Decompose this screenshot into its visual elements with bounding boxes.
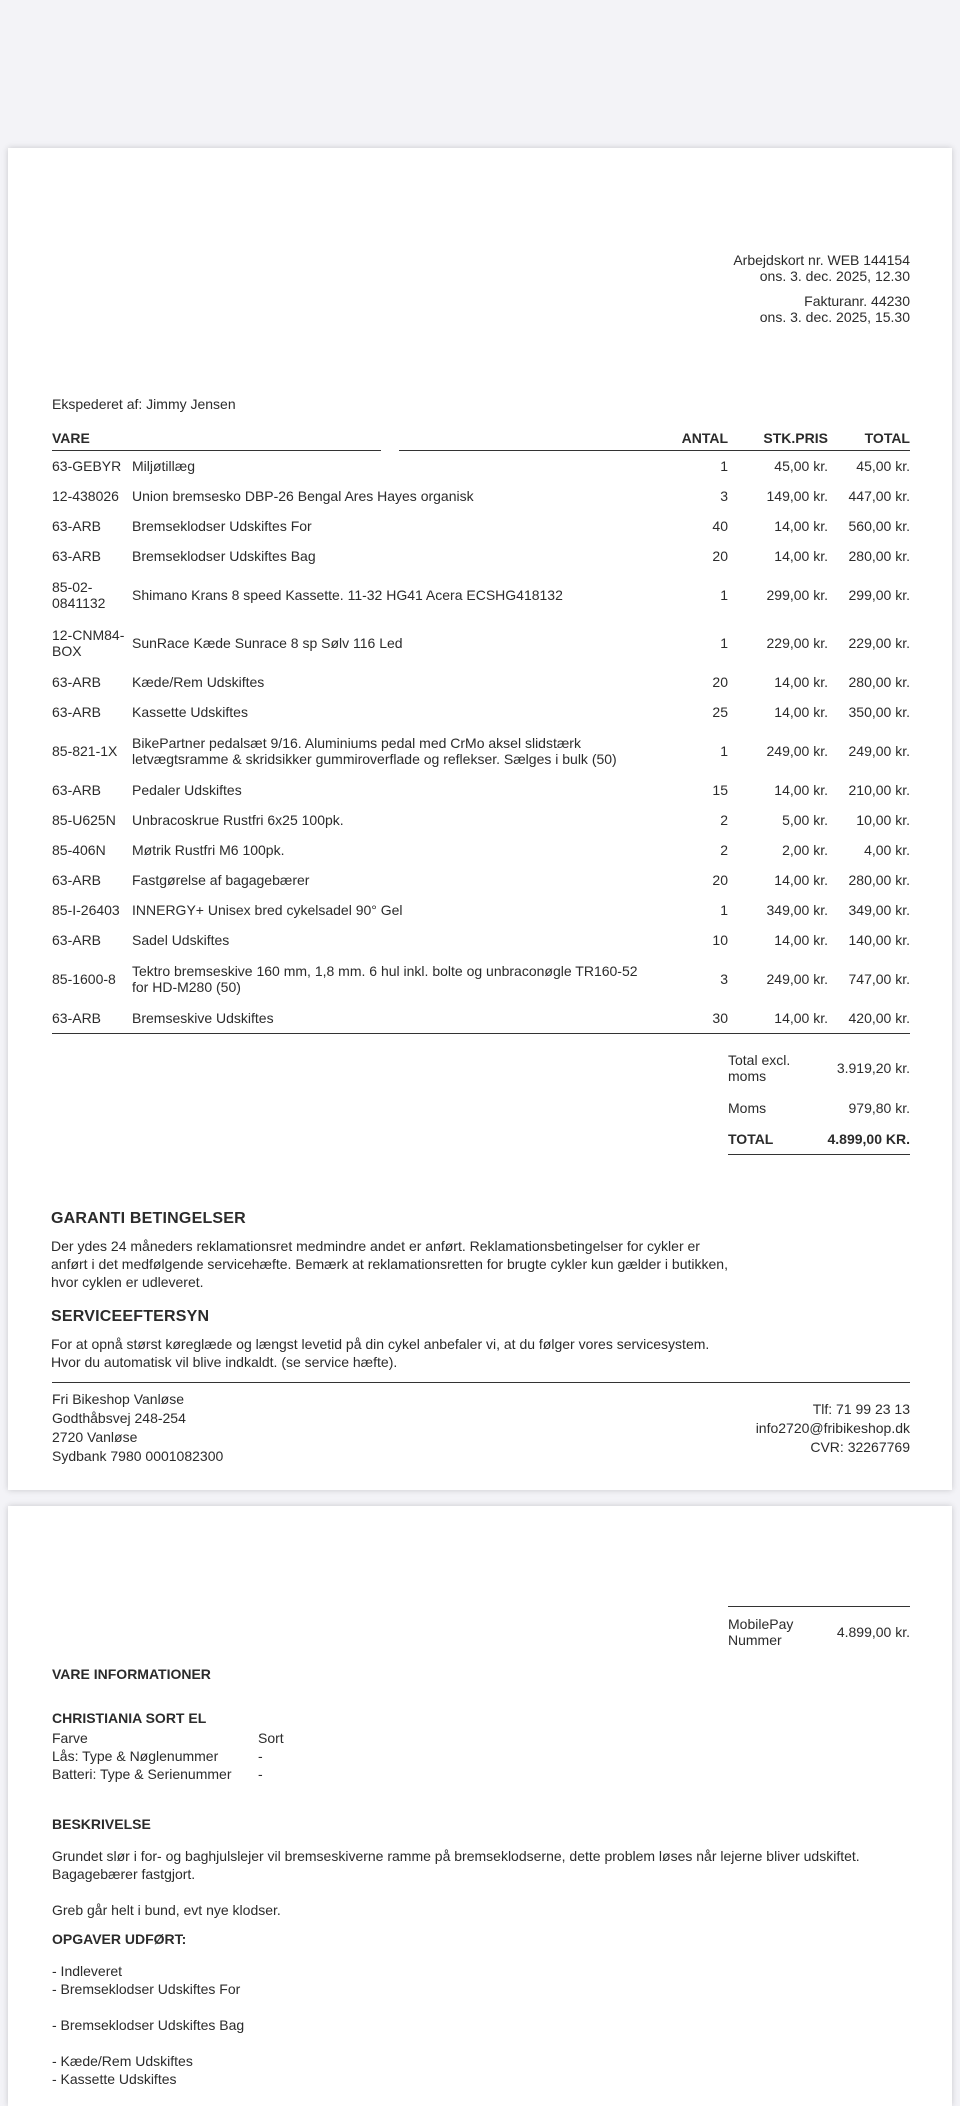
item-unit-price: 229,00 kr. [766, 635, 828, 651]
item-code: 12-438026 [52, 488, 119, 504]
table-row [52, 727, 910, 775]
info-row-laas [52, 1747, 284, 1765]
item-description: Union bremsesko DBP-26 Bengal Ares Hayes organisk [132, 488, 474, 504]
item-quantity: 40 [712, 518, 728, 534]
item-unit-price: 14,00 kr. [774, 674, 828, 690]
work-card-date: ons. 3. dec. 2025, 12.30 [759, 268, 910, 284]
item-description: SunRace Kæde Sunrace 8 sp Sølv 116 Led [132, 635, 403, 651]
item-code: 85-821-1X [52, 743, 118, 759]
tasks-list [52, 1962, 244, 2088]
info-row-farve [52, 1729, 284, 1747]
item-description: Pedaler Udskiftes [132, 782, 242, 798]
item-description: Møtrik Rustfri M6 100pk. [132, 842, 285, 858]
item-description: BikePartner pedalsæt 9/16. Aluminiums pedal med CrMo aksel slidstærk letvægtsramme & skridsikker gummiroverflade og reflekser. Sælges i bulk (50) [132, 735, 617, 767]
item-quantity: 1 [720, 635, 728, 651]
payment-value: 4.899,00 kr. [836, 1624, 910, 1640]
table-row [52, 511, 910, 541]
item-total: 229,00 kr. [848, 635, 910, 651]
bike-info-grid [52, 1729, 284, 1783]
total-excl-value: 3.919,20 kr. [836, 1060, 910, 1076]
item-total: 560,00 kr. [848, 518, 910, 534]
item-quantity: 20 [712, 674, 728, 690]
shop-name: Fri Bikeshop Vanløse [52, 1391, 185, 1407]
shop-contact [756, 1400, 910, 1457]
shop-address [52, 1390, 223, 1466]
item-unit-price: 14,00 kr. [774, 932, 828, 948]
item-code: 85-I-26403 [52, 902, 120, 918]
payment-label: MobilePay Nummer [728, 1616, 794, 1648]
item-code: 63-ARB [52, 704, 102, 720]
vare-info-title: VARE INFORMATIONER [52, 1666, 211, 1682]
item-unit-price: 5,00 kr. [782, 812, 828, 828]
item-unit-price: 14,00 kr. [774, 548, 828, 564]
item-unit-price: 14,00 kr. [728, 1003, 828, 1034]
item-quantity: 1 [720, 743, 728, 759]
item-total: 299,00 kr. [848, 587, 910, 603]
item-code: 63-GEBYR [52, 458, 122, 474]
item-quantity: 1 [720, 587, 728, 603]
item-description: Kæde/Rem Udskiftes [132, 674, 265, 690]
warranty-title: GARANTI BETINGELSER [51, 1210, 246, 1227]
item-code: 63-ARB [52, 872, 102, 888]
description-title: BESKRIVELSE [52, 1816, 151, 1832]
item-quantity: 3 [720, 971, 728, 987]
grand-total-row [728, 1124, 910, 1155]
items-body [52, 451, 910, 1034]
item-code: 85-406N [52, 842, 106, 858]
column-header-stkpris: STK.PRIS [728, 430, 828, 451]
item-total: 210,00 kr. [848, 782, 910, 798]
task-item: - Bremseklodser Udskiftes For [52, 1981, 241, 1997]
column-header-vare: VARE [52, 430, 381, 451]
item-total: 447,00 kr. [848, 488, 910, 504]
info-key: Farve [52, 1730, 88, 1746]
item-description: Kassette Udskiftes [132, 704, 248, 720]
column-header-total: TOTAL [828, 430, 910, 451]
item-total: 4,00 kr. [864, 842, 910, 858]
item-description: Tektro bremseskive 160 mm, 1,8 mm. 6 hul inkl. bolte og unbraconøgle TR160-52 for HD-M280 (50) [132, 963, 638, 995]
invoice-number: Fakturanr. 44230 [804, 293, 910, 309]
info-value: Sort [258, 1730, 284, 1746]
shop-city: 2720 Vanløse [52, 1429, 138, 1445]
item-description: Unbracoskrue Rustfri 6x25 100pk. [132, 812, 344, 828]
item-total: 349,00 kr. [848, 902, 910, 918]
item-quantity: 30 [648, 1003, 728, 1034]
items-table [52, 430, 910, 1034]
table-row [52, 925, 910, 955]
item-total: 45,00 kr. [856, 458, 910, 474]
table-row [52, 805, 910, 835]
task-item: - Bremseklodser Udskiftes Bag [52, 2017, 245, 2033]
work-card-number: Arbejdskort nr. WEB 144154 [733, 252, 910, 268]
shop-email: info2720@fribikeshop.dk [755, 1420, 910, 1436]
payment-row [728, 1606, 910, 1657]
table-row [52, 955, 910, 1003]
item-quantity: 1 [720, 458, 728, 474]
item-unit-price: 2,00 kr. [782, 842, 828, 858]
item-unit-price: 249,00 kr. [766, 743, 828, 759]
expedited-by: Ekspederet af: Jimmy Jensen [52, 396, 236, 412]
column-header-antal: ANTAL [648, 430, 728, 451]
table-row [52, 865, 910, 895]
item-total: 140,00 kr. [848, 932, 910, 948]
item-quantity: 2 [720, 842, 728, 858]
item-total: 747,00 kr. [848, 971, 910, 987]
item-unit-price: 14,00 kr. [774, 782, 828, 798]
info-key: Lås: Type & Nøglenummer [52, 1748, 219, 1764]
task-item: - Kæde/Rem Udskiftes [52, 2053, 193, 2069]
item-code: 63-ARB [52, 548, 102, 564]
item-total: 350,00 kr. [848, 704, 910, 720]
table-row [52, 697, 910, 727]
item-total: 280,00 kr. [848, 674, 910, 690]
item-unit-price: 14,00 kr. [774, 872, 828, 888]
invoice-page-2 [8, 1506, 952, 2106]
item-code: 63-ARB [52, 932, 102, 948]
item-code: 63-ARB [52, 1003, 132, 1034]
item-unit-price: 14,00 kr. [774, 704, 828, 720]
description-note: Greb går helt i bund, evt nye klodser. [52, 1902, 281, 1918]
bike-title: CHRISTIANIA SORT EL [52, 1710, 207, 1726]
item-description: Shimano Krans 8 speed Kassette. 11-32 HG41 Acera ECSHG418132 [132, 587, 563, 603]
item-code: 85-U625N [52, 812, 116, 828]
table-row [52, 571, 910, 619]
item-code: 85-02-0841132 [52, 579, 106, 611]
item-description: Miljøtillæg [132, 458, 195, 474]
item-total: 420,00 kr. [828, 1003, 910, 1034]
shop-cvr: CVR: 32267769 [810, 1439, 910, 1455]
grand-total-label: TOTAL [728, 1131, 774, 1147]
item-code: 63-ARB [52, 782, 102, 798]
table-row [52, 451, 910, 482]
table-row [52, 667, 910, 697]
item-unit-price: 349,00 kr. [766, 902, 828, 918]
footer-divider [52, 1382, 910, 1383]
item-unit-price: 249,00 kr. [766, 971, 828, 987]
info-value: - [258, 1766, 263, 1782]
table-row [52, 1003, 910, 1034]
item-code: 12-CNM84-BOX [52, 627, 125, 659]
item-total: 280,00 kr. [848, 548, 910, 564]
moms-value: 979,80 kr. [848, 1100, 910, 1116]
item-unit-price: 14,00 kr. [774, 518, 828, 534]
total-excl-row [728, 1044, 910, 1092]
table-row [52, 835, 910, 865]
table-header-row [52, 430, 910, 451]
item-unit-price: 299,00 kr. [766, 587, 828, 603]
task-item: - Kassette Udskiftes [52, 2071, 177, 2087]
total-excl-label: Total excl. moms [728, 1052, 791, 1084]
warranty-text: Der ydes 24 måneders reklamationsret medmindre andet er anført. Reklamationsbetingelser for cykler er anført i det medfølgende servicehæfte. Bemærk at reklamationsretten for brugte cykler kun gælder i butikken, hvor cyklen er udleveret. [51, 1238, 728, 1290]
moms-row [728, 1092, 910, 1124]
moms-label: Moms [728, 1100, 767, 1116]
shop-bank: Sydbank 7980 0001082300 [52, 1448, 224, 1464]
document-header [733, 252, 910, 325]
item-description: INNERGY+ Unisex bred cykelsadel 90° Gel [132, 902, 403, 918]
description-text: Grundet slør i for- og baghjulslejer vil bremseskiverne ramme på bremseklodserne, dette problem løses når lejerne bliver udskiftet. Bagagebærer fastgjort. [52, 1848, 860, 1882]
item-quantity: 1 [720, 902, 728, 918]
item-unit-price: 149,00 kr. [766, 488, 828, 504]
totals-block [728, 1044, 910, 1155]
table-row [52, 619, 910, 667]
item-description: Bremseklodser Udskiftes For [132, 518, 312, 534]
item-quantity: 10 [712, 932, 728, 948]
shop-street: Godthåbsvej 248-254 [52, 1410, 186, 1426]
table-row [52, 481, 910, 511]
shop-phone: Tlf: 71 99 23 13 [812, 1401, 910, 1417]
item-quantity: 20 [712, 872, 728, 888]
info-row-batteri [52, 1765, 284, 1783]
item-total: 10,00 kr. [856, 812, 910, 828]
tasks-title: OPGAVER UDFØRT: [52, 1931, 187, 1947]
item-quantity: 15 [712, 782, 728, 798]
grand-total-value: 4.899,00 KR. [827, 1131, 910, 1147]
invoice-date: ons. 3. dec. 2025, 15.30 [759, 309, 910, 325]
item-quantity: 3 [720, 488, 728, 504]
table-row [52, 775, 910, 805]
item-quantity: 2 [720, 812, 728, 828]
table-row [52, 541, 910, 571]
item-code: 63-ARB [52, 674, 102, 690]
item-description: Sadel Udskiftes [132, 932, 230, 948]
item-code: 63-ARB [52, 518, 102, 534]
item-quantity: 25 [712, 704, 728, 720]
item-unit-price: 45,00 kr. [774, 458, 828, 474]
item-total: 249,00 kr. [848, 743, 910, 759]
item-quantity: 20 [712, 548, 728, 564]
invoice-page-1 [8, 148, 952, 1490]
item-description: Bremseklodser Udskiftes Bag [132, 548, 316, 564]
item-code: 85-1600-8 [52, 971, 116, 987]
item-description: Fastgørelse af bagagebærer [132, 872, 310, 888]
item-total: 280,00 kr. [848, 872, 910, 888]
task-item: - Indleveret [52, 1963, 123, 1979]
info-key: Batteri: Type & Serienummer [52, 1766, 232, 1782]
service-text: For at opnå størst køreglæde og længst levetid på din cykel anbefaler vi, at du følger vores servicesystem. Hvor du automatisk vil blive indkaldt. (se service hæfte). [51, 1336, 710, 1370]
service-title: SERVICEEFTERSYN [51, 1308, 210, 1325]
item-description: Bremseskive Udskiftes [132, 1003, 648, 1034]
table-row [52, 895, 910, 925]
info-value: - [258, 1748, 263, 1764]
